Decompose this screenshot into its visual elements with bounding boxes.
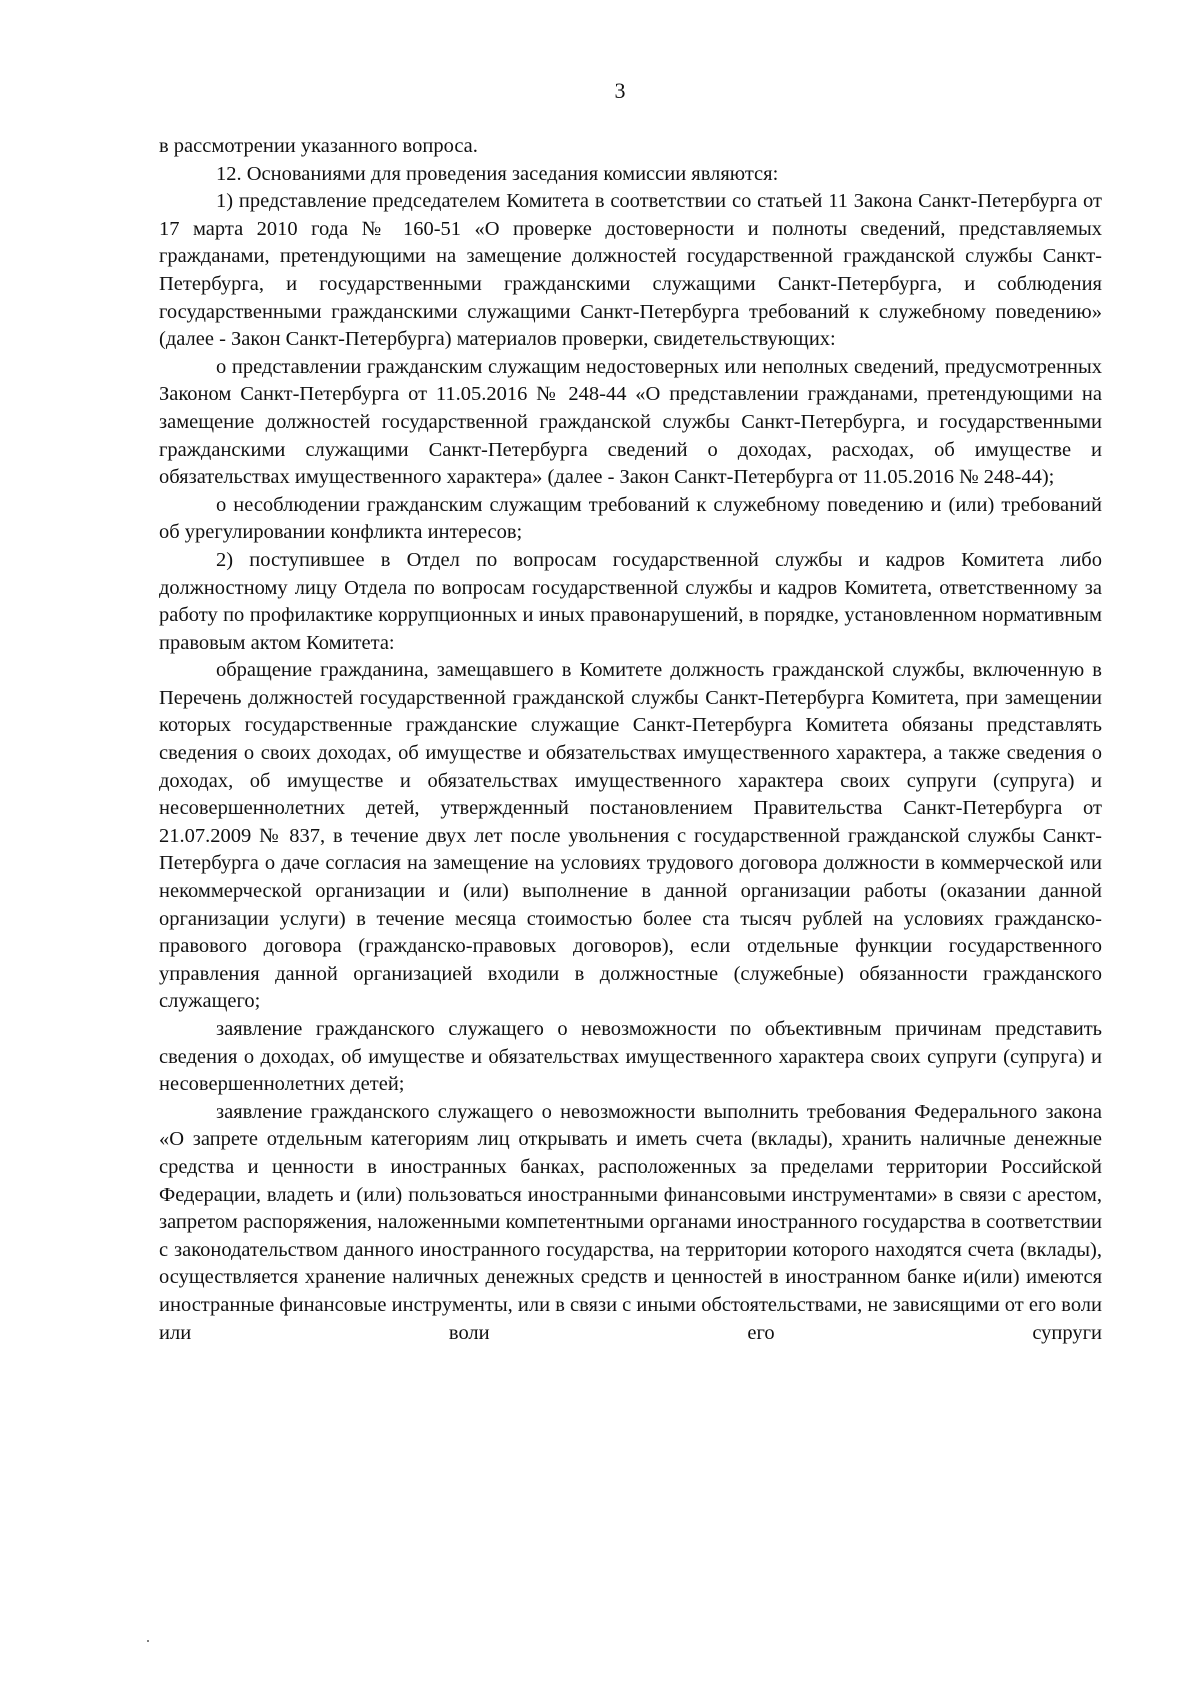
paragraph-subitem-2: 2) поступившее в Отдел по вопросам государственной службы и кадров Комитета либо должностному лицу Отдела по вопросам государственной службы и кадров Комитета, ответственному за работу по профилактике коррупционных и иных правонарушений, в порядке, установленном нормативным правовым актом Комитета:	[159, 548, 1102, 654]
document-body	[159, 133, 1102, 1347]
paragraph-subitem-1: 1) представление председателем Комитета в соответствии со статьей 11 Закона Санкт-Петербурга от 17 марта 2010 года № 160-51 «О проверке достоверности и полноты сведений, представляемых гражданами, претендующими на замещение должностей государственной гражданской службы Санкт-Петербурга, и государственными гражданскими служащими Санкт-Петербурга, и соблюдения государственными гражданскими служащими Санкт-Петербурга требований к служебному поведению» (далее - Закон Санкт-Петербурга) материалов проверки, свидетельствующих:	[159, 190, 1102, 351]
paragraph-statement-foreign-accounts: заявление гражданского служащего о невозможности выполнить требования Федерального закона «О запрете отдельным категориям лиц открывать и иметь счета (вклады), хранить наличные денежные средства и ценности в иностранных банках, расположенных за пределами территории Российской Федерации, владеть и (или) пользоваться иностранными финансовыми инструментами» в связи с арестом, запретом распоряжения, наложенными компетентными органами иностранного государства в соответствии с законодательством данного иностранного государства, на территории которого находятся счета (вклады), осуществляется хранение наличных денежных средств и ценностей в иностранном банке и(или) имеются иностранные финансовые инструменты, или в связи с иными обстоятельствами, не зависящими от его воли или воли его супруги	[159, 1100, 1102, 1344]
paragraph-item-12: 12. Основаниями для проведения заседания комиссии являются:	[216, 162, 779, 185]
scan-artifact-dot	[147, 1640, 149, 1642]
paragraph-citizen-appeal: обращение гражданина, замещавшего в Комитете должность гражданской службы, включенную в Перечень должностей государственной гражданской службы Санкт-Петербурга Комитета, при замещении которых государственные гражданские служащие Санкт-Петербурга Комитета обязаны представлять сведения о своих доходах, об имуществе и обязательствах имущественного характера, а также сведения о доходах, об имуществе и обязательствах имущественного характера своих супруги (супруга) и несовершеннолетних детей, утвержденный постановлением Правительства Санкт-Петербурга от 21.07.2009 № 837, в течение двух лет после увольнения с государственной гражданской службы Санкт-Петербурга о даче согласия на замещение на условиях трудового договора должности в коммерческой или некоммерческой организации и (или) выполнение в данной организации работы (оказании данной организации услуги) в течение месяца стоимостью более ста тысяч рублей на условиях гражданско-правового договора (гражданско-правовых договоров), если отдельные функции государственного управления данной организацией входили в должностные (служебные) обязанности гражданского служащего;	[159, 659, 1102, 1013]
page-number: 3	[614, 78, 626, 103]
paragraph-continuation: в рассмотрении указанного вопроса.	[159, 135, 478, 157]
paragraph-statement-objective-reasons: заявление гражданского служащего о невозможности по объективным причинам представить сведения о доходах, об имуществе и обязательствах имущественного характера своих супруги (супруга) и несовершеннолетних детей;	[159, 1018, 1102, 1096]
paragraph-false-information: о представлении гражданским служащим недостоверных или неполных сведений, предусмотренных Законом Санкт-Петербурга от 11.05.2016 № 248-44 «О представлении гражданами, претендующими на замещение должностей государственной гражданской службы Санкт-Петербурга, и государственными гражданскими служащими Санкт-Петербурга сведений о доходах, расходах, об имуществе и обязательствах имущественного характера» (далее - Закон Санкт-Петербурга от 11.05.2016 № 248-44);	[159, 355, 1102, 489]
paragraph-conduct-violation: о несоблюдении гражданским служащим требований к служебному поведению и (или) требований об урегулировании конфликта интересов;	[159, 493, 1102, 544]
